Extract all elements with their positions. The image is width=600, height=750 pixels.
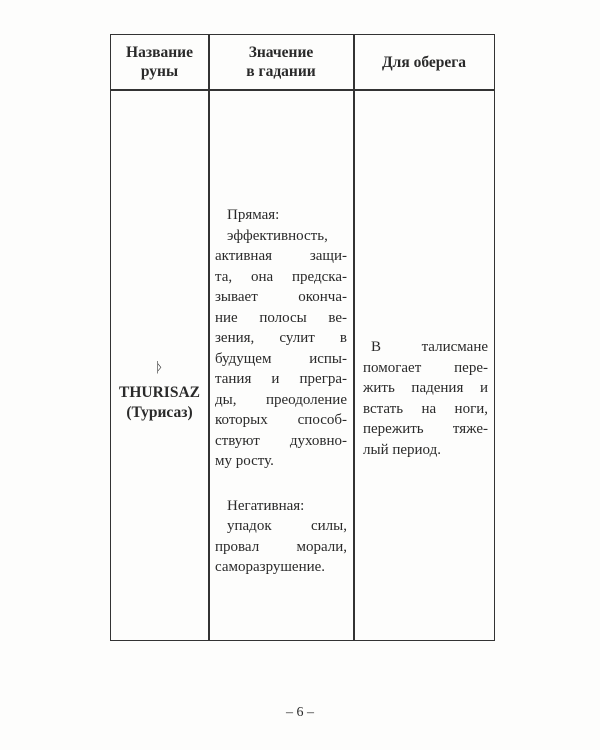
rune-table bbox=[110, 34, 495, 641]
meaning-cell: Прямая: эффективность, активная защи- та, она предска- зывает оконча- ние полосы ве- зения, сулит в будущем испы- тания и прегра- ды, преодоление которых способ- ствуют духовно- му росту. Негативная: упадок силы, провал морали, саморазрушение. bbox=[215, 207, 347, 575]
rune-latin-name: THURISAZ bbox=[119, 384, 200, 401]
header-rune-name: Название руны bbox=[126, 44, 193, 80]
rune-cyrillic-name: (Турисаз) bbox=[126, 404, 193, 421]
header-divider bbox=[111, 89, 494, 91]
column-divider bbox=[353, 35, 355, 640]
negative-title: Негативная: bbox=[227, 497, 305, 514]
page-number: – 6 – bbox=[286, 705, 314, 720]
direct-title: Прямая: bbox=[227, 207, 280, 223]
header-amulet: Для оберега bbox=[381, 53, 467, 71]
rune-name-cell bbox=[111, 359, 208, 423]
rune-symbol-icon: ᚦ bbox=[155, 361, 164, 376]
header-meaning: Значение в гадании bbox=[246, 44, 316, 80]
amulet-cell: В талисмане помогает пере- жить падения и встать на ноги, пережить тяже- лый период. bbox=[363, 339, 488, 458]
column-divider bbox=[208, 35, 210, 640]
